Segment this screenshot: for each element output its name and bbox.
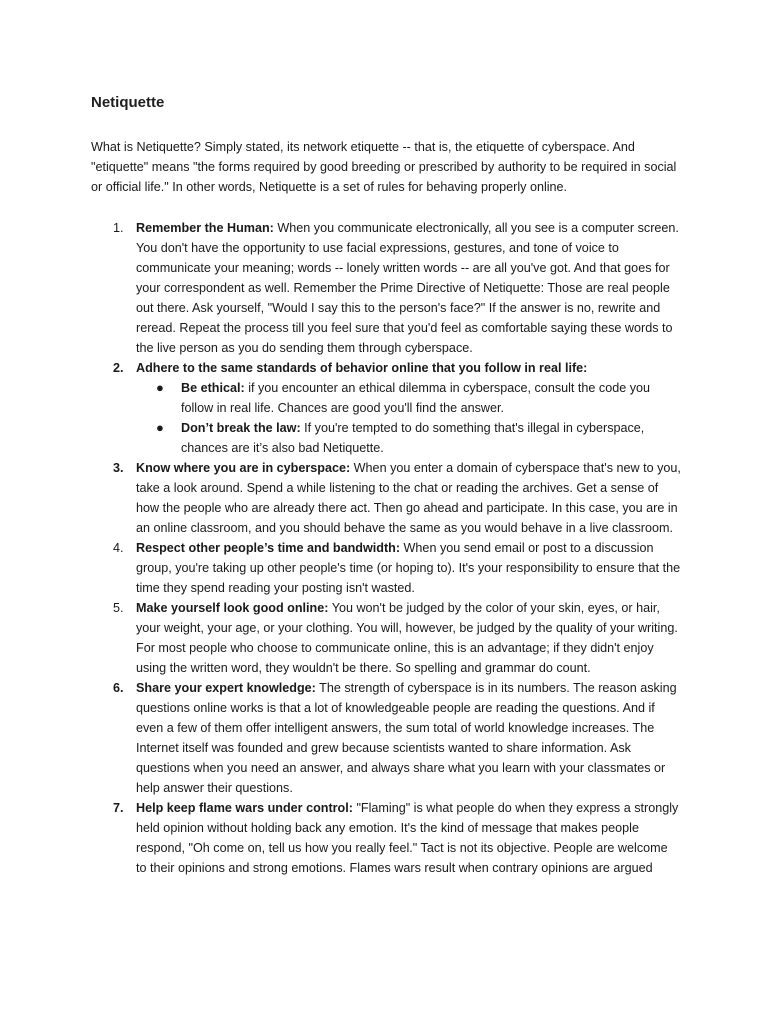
sub-text: if you encounter an ethical dilemma in cyberspace, consult the code you follow in real life. Chances are good you'll find the answer.	[181, 381, 651, 415]
rule-number: 6.	[113, 681, 124, 695]
rule-heading: Adhere to the same standards of behavior online that you follow in real life:	[136, 361, 588, 375]
rule-heading: Know where you are in cyberspace:	[136, 461, 351, 475]
rule-heading: Remember the Human:	[136, 221, 274, 235]
rule-text: "Flaming" is what people do when they express a strongly held opinion without holding back any emotion. It's the kind of message that makes people respond, "Oh come on, tell us how you really feel." Tact is not its objective. People are welcome to their opinions and strong emotions. Flames wars result when contrary opinions are argued	[136, 801, 679, 875]
intro-paragraph: What is Netiquette? Simply stated, its network etiquette -- that is, the etiquette of cyberspace. And "etiquette" means "the forms required by good breeding or prescribed by authority to be required in social or official life." In other words, Netiquette is a set of rules for behaving properly online.	[91, 140, 677, 194]
rule-item	[91, 538, 681, 598]
rule-number: 7.	[113, 801, 124, 815]
rule-heading: Respect other people’s time and bandwidth:	[136, 541, 401, 555]
sub-item	[136, 418, 681, 458]
bullet-icon: ●	[156, 380, 164, 395]
rule-item	[91, 798, 681, 878]
rule-item	[91, 358, 681, 458]
rule-item	[91, 598, 681, 678]
sub-heading: Be ethical:	[181, 381, 245, 395]
rule-text: You won't be judged by the color of your skin, eyes, or hair, your weight, your age, or your clothing. You will, however, be judged by the quality of your writing. For most people who choose to communicate online, this is an advantage; if they didn't enjoy using the written word, they wouldn't be there. So spelling and grammar do count.	[136, 601, 678, 675]
rule-number: 1.	[113, 221, 124, 235]
rule-heading: Make yourself look good online:	[136, 601, 329, 615]
rule-number: 2.	[113, 361, 124, 375]
rule-item	[91, 458, 681, 538]
rule-text: The strength of cyberspace is in its numbers. The reason asking questions online works is that a lot of knowledgeable people are reading the questions. And if even a few of them offer intelligent answers, the sum total of world knowledge increases. The Internet itself was founded and grew because scientists wanted to share information. Ask questions when you need an answer, and always share what you learn with your classmates or help answer their questions.	[136, 681, 677, 795]
rule-text: When you enter a domain of cyberspace that's new to you, take a look around. Spend a while listening to the chat or reading the archives. Get a sense of how the people who are already there act. Then go ahead and participate. In this case, you are in an online classroom, and you should behave the same as you would behave in a live classroom.	[136, 461, 681, 535]
rule-item	[91, 678, 681, 798]
bullet-icon: ●	[156, 420, 164, 435]
sub-text: If you're tempted to do something that's illegal in cyberspace, chances are it’s also bad Netiquette.	[181, 421, 645, 455]
rule-heading: Help keep flame wars under control:	[136, 801, 353, 815]
rules-list	[91, 218, 681, 878]
sub-item	[136, 378, 681, 418]
rule-text: When you communicate electronically, all you see is a computer screen. You don't have the opportunity to use facial expressions, gestures, and tone of voice to communicate your meaning; words -- lonely written words -- are all you've got. And that goes for your correspondent as well. Remember the Prime Directive of Netiquette: Those are real people out there. Ask yourself, "Would I say this to the person's face?" If the answer is no, rewrite and reread. Repeat the process till you feel sure that you'd feel as comfortable saying these words to the live person as you do sending them through cyberspace.	[136, 221, 679, 355]
rule-heading: Share your expert knowledge:	[136, 681, 316, 695]
page-title: Netiquette	[91, 94, 165, 111]
rule-number: 4.	[113, 541, 124, 555]
rule-number: 5.	[113, 601, 124, 615]
sub-list	[136, 378, 681, 458]
sub-heading: Don’t break the law:	[181, 421, 301, 435]
rule-text: When you send email or post to a discussion group, you're taking up other people's time (or hoping to). It's your responsibility to ensure that the time they spend reading your posting isn't wasted.	[136, 541, 681, 595]
rule-number: 3.	[113, 461, 124, 475]
rule-item	[91, 218, 681, 358]
